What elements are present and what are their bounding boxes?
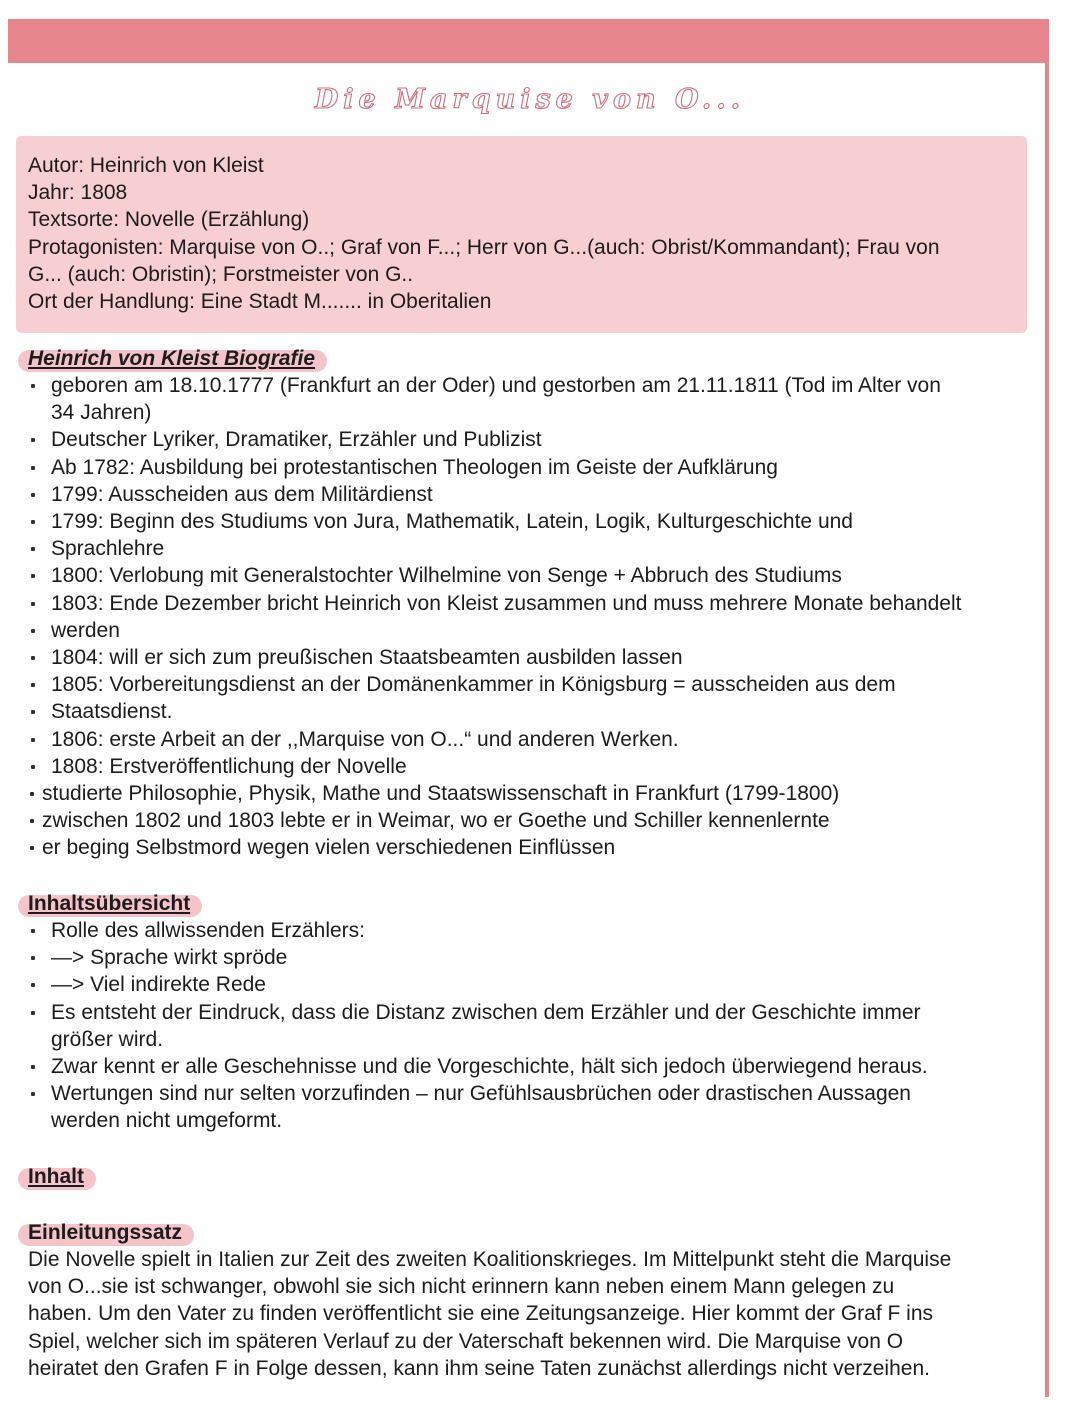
list-item-text: er beging Selbstmord wegen vielen verschiedenen Einflüssen — [42, 836, 616, 860]
list-item — [28, 508, 1048, 535]
intro-line: Die Novelle spielt in Italien zur Zeit des zweiten Koalitionskrieges. Im Mittelpunkt steht die Marquise — [28, 1248, 952, 1271]
list-item — [28, 726, 1048, 753]
intro-paragraph — [28, 1246, 1048, 1382]
list-item-text: geboren am 18.10.1777 (Frankfurt an der Oder) und gestorben am 21.11.1811 (Tod im Alter von — [51, 374, 941, 397]
list-item — [28, 753, 1048, 780]
list-item — [28, 372, 1048, 426]
content-section — [28, 1163, 1048, 1190]
intro-line: Spiel, welcher sich im späteren Verlauf zu der Vaterschaft bekennen wird. Die Marquise von O — [28, 1329, 904, 1353]
list-item — [28, 698, 1048, 725]
list-item-text: werden nicht umgeformt. — [51, 1109, 283, 1133]
list-item-text: Es entsteht der Eindruck, dass die Distanz zwischen dem Erzähler und der Geschichte immer — [51, 1000, 921, 1024]
info-year: Jahr: 1808 — [28, 181, 128, 205]
info-protagonists: Protagonisten: Marquise von O..; Graf von F...; Herr von G...(auch: Obrist/Kommandant); Frau von — [28, 235, 940, 259]
intro-line: haben. Um den Vater zu finden veröffentlicht sie eine Zeitungsanzeige. Hier kommt der Graf F ins — [28, 1302, 934, 1326]
list-item-text: 1805: Vorbereitungsdienst an der Domänenkammer in Königsburg = ausscheiden aus dem — [51, 673, 896, 697]
info-author: Autor: Heinrich von Kleist — [28, 154, 264, 177]
list-item — [28, 999, 1048, 1053]
list-item-text: Rolle des allwissenden Erzählers: — [51, 919, 365, 942]
list-item — [28, 644, 1048, 671]
list-item — [28, 426, 1048, 453]
intro-section — [28, 1219, 1048, 1382]
list-item-text: 1799: Ausscheiden aus dem Militärdienst — [51, 482, 433, 506]
list-item-text: Wertungen sind nur selten vorzufinden – nur Gefühlsausbrüchen oder drastischen Aussagen — [51, 1082, 911, 1106]
list-item — [28, 1053, 1048, 1080]
list-item — [28, 481, 1048, 508]
list-item — [28, 590, 1048, 617]
list-item-text: 1803: Ende Dezember bricht Heinrich von Kleist zusammen und muss mehrere Monate behandelt — [51, 591, 962, 615]
list-item-text: größer wird. — [51, 1027, 164, 1051]
list-item — [28, 1080, 1048, 1134]
info-setting: Ort der Handlung: Eine Stadt M....... in Oberitalien — [28, 290, 492, 314]
overview-heading: Inhaltsübersicht — [28, 890, 190, 917]
list-item-text: werden — [51, 618, 120, 642]
list-item-text: studierte Philosophie, Physik, Mathe und Staatswissenschaft in Frankfurt (1799-1800) — [42, 782, 840, 806]
list-item-text: Ab 1782: Ausbildung bei protestantischen Theologen im Geiste der Aufklärung — [51, 455, 778, 479]
intro-line: von O...sie ist schwanger, obwohl sie sich nicht erinnern kann neben einem Mann gelegen zu — [28, 1275, 895, 1299]
biography-heading: Heinrich von Kleist Biografie — [28, 345, 315, 372]
list-item — [28, 535, 1048, 562]
page-title: Die Marquise von O... — [314, 84, 746, 115]
list-item — [28, 780, 1048, 807]
info-text-type: Textsorte: Novelle (Erzählung) — [28, 208, 310, 232]
intro-heading: Einleitungssatz — [28, 1219, 182, 1246]
list-item — [28, 454, 1048, 481]
list-item-text: zwischen 1802 und 1803 lebte er in Weimar, wo er Goethe und Schiller kennenlernte — [42, 809, 830, 833]
list-item — [28, 671, 1048, 698]
list-item — [28, 834, 1048, 861]
list-item — [28, 917, 1048, 944]
list-item-text: 34 Jahren) — [51, 401, 152, 425]
list-item — [28, 617, 1048, 644]
list-item-text: 1800: Verlobung mit Generalstochter Wilhelmine von Senge + Abbruch des Studiums — [51, 564, 842, 588]
list-item — [28, 807, 1048, 834]
header-bar — [8, 19, 1049, 63]
list-item — [28, 944, 1048, 971]
info-protagonists-cont: G... (auch: Obristin); Forstmeister von G.. — [28, 262, 414, 286]
overview-section — [28, 890, 1048, 1135]
list-item-text: 1806: erste Arbeit an der ,,Marquise von O...“ und anderen Werken. — [51, 727, 679, 751]
list-item-text: —> Sprache wirkt spröde — [51, 946, 288, 970]
intro-line: heiratet den Grafen F in Folge dessen, kann ihm seine Taten zunächst allerdings nicht verzeihen. — [28, 1356, 930, 1380]
list-item-text: Zwar kennt er alle Geschehnisse und die Vorgeschichte, hält sich jedoch überwiegend heraus. — [51, 1055, 928, 1079]
list-item — [28, 971, 1048, 998]
biography-section — [28, 345, 1048, 862]
list-item — [28, 562, 1048, 589]
content-heading: Inhalt — [28, 1163, 84, 1190]
list-item-text: 1799: Beginn des Studiums von Jura, Mathematik, Latein, Logik, Kulturgeschichte und — [51, 510, 853, 534]
list-item-text: 1808: Erstveröffentlichung der Novelle — [51, 754, 407, 778]
list-item-text: 1804: will er sich zum preußischen Staatsbeamten ausbilden lassen — [51, 646, 683, 670]
overview-list — [28, 917, 1048, 1135]
biography-list — [28, 372, 1048, 862]
list-item-text: Deutscher Lyriker, Dramatiker, Erzähler und Publizist — [51, 428, 542, 452]
info-box — [16, 136, 1027, 333]
list-item-text: Sprachlehre — [51, 537, 165, 561]
list-item-text: Staatsdienst. — [51, 700, 173, 724]
list-item-text: —> Viel indirekte Rede — [51, 973, 266, 997]
